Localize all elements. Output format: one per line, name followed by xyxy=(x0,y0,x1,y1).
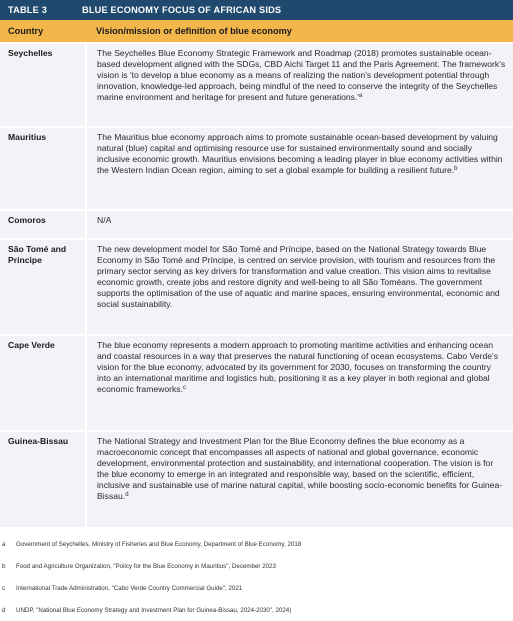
country-cell: Seychelles xyxy=(0,43,86,127)
country-cell: Cape Verde xyxy=(0,335,86,431)
description-text: The Mauritius blue economy approach aims to promote sustainable ocean-based development by valuing natural (blue) capital and optimising resource use for sustained environmentally sound and socially inclusive economic growth. Mauritius envisions becoming a leading player in blue economy activities within the Western Indian Ocean region, aiming to set a global example for building a resilient future. xyxy=(97,132,503,176)
footnotes xyxy=(0,533,513,621)
table-row xyxy=(0,43,513,127)
country-cell: Mauritius xyxy=(0,127,86,210)
footnote-text: Food and Agriculture Organization, "Policy for the Blue Economy in Mauritius", December 2023 xyxy=(16,562,276,570)
footnote-mark: c xyxy=(2,584,6,592)
country-cell: São Tomé and Principe xyxy=(0,239,86,335)
description-text: The Seychelles Blue Economy Strategic Framework and Roadmap (2018) promotes sustainable ocean-based development aligned with the SDGs, CBD Aichi Target 11 and the Paris Agreement. The framework's vision is 'to develop a blue economy as a means of realizing the nation's development potential through innovation, knowledge-led approach, being mindful of the need to conserve the integrity of the Seychelles marine environment and heritage for present and future generations.' xyxy=(97,48,506,103)
footnote-item xyxy=(0,599,513,621)
footnote-mark: a xyxy=(2,540,6,548)
table-number: TABLE 3 xyxy=(8,5,48,15)
table-row xyxy=(0,431,513,527)
description-cell xyxy=(86,335,513,431)
footnote-item xyxy=(0,533,513,555)
description-text: The blue economy represents a modern approach to promoting maritime activities and enhancing ocean and coastal resources in a way that preserves the natural functioning of ocean ecosystems. Cabo Verde's vision for the blue economy, advocated by its government for 2030, focuses on transforming the country into an international maritime and logistics hub, positioning it as a key player in both regional and global economic frameworks. xyxy=(97,340,498,395)
column-header-country: Country xyxy=(0,20,86,43)
description-text: The new development model for São Tomé and Príncipe, based on the National Strategy towards Blue Economy in São Tomé and Príncipe, is centred on service provision, with tourism and resources from the primary sector serving as key drivers for transformation and value creation. This vision aims to revitalise economic growth, create jobs and restore dignity and well-being to all São Toméans. The government supports the optimisation of the use of aquatic and marine spaces, ensuring environmental, economic and social sustainability. xyxy=(97,244,500,310)
table-title-bar xyxy=(0,0,513,20)
description-cell xyxy=(86,431,513,527)
footnote-text: UNDP, "National Blue Economy Strategy and Investment Plan for Guinea-Bissau, 2024-2030", 2024) xyxy=(16,606,292,614)
table-row xyxy=(0,210,513,239)
table-row xyxy=(0,335,513,431)
country-cell: Comoros xyxy=(0,210,86,239)
footnote-text: International Trade Administration, "Cabo Verde Country Commercial Guide", 2021 xyxy=(16,584,243,592)
footnote-marker: d xyxy=(125,492,129,499)
footnote-mark: d xyxy=(2,606,6,614)
footnote-item xyxy=(0,555,513,577)
footnote-marker: b xyxy=(454,166,458,173)
table-row xyxy=(0,239,513,335)
blue-economy-table xyxy=(0,20,513,527)
footnote-item xyxy=(0,577,513,599)
description-text: The National Strategy and Investment Plan for the Blue Economy defines the blue economy as a macroeconomic concept that encompasses all aspects of national and global governance, economic development, environmental protection and sustainability, and international cooperation. The vision is for the blue economy to emerge in an integrated and responsible way, based on the scientific, efficient, inclusive and sustainable use of marine natural capital, while boosting socio-economic benefits for Guinea-Bissau. xyxy=(97,436,503,502)
description-text: N/A xyxy=(97,215,112,225)
description-cell xyxy=(86,239,513,335)
table-row xyxy=(0,127,513,210)
table-title: BLUE ECONOMY FOCUS OF AFRICAN SIDS xyxy=(82,5,282,15)
footnote-mark: b xyxy=(2,562,6,570)
table-header-row xyxy=(0,20,513,43)
column-header-vision: Vision/mission or definition of blue economy xyxy=(86,20,513,43)
footnote-marker: c xyxy=(182,385,186,392)
description-cell xyxy=(86,127,513,210)
footnote-text: Government of Seychelles, Ministry of Fisheries and Blue Economy, Department of Blue Economy, 2018 xyxy=(16,540,302,548)
description-cell xyxy=(86,210,513,239)
description-cell xyxy=(86,43,513,127)
country-cell: Guinea-Bissau xyxy=(0,431,86,527)
footnote-marker: a xyxy=(359,93,363,100)
